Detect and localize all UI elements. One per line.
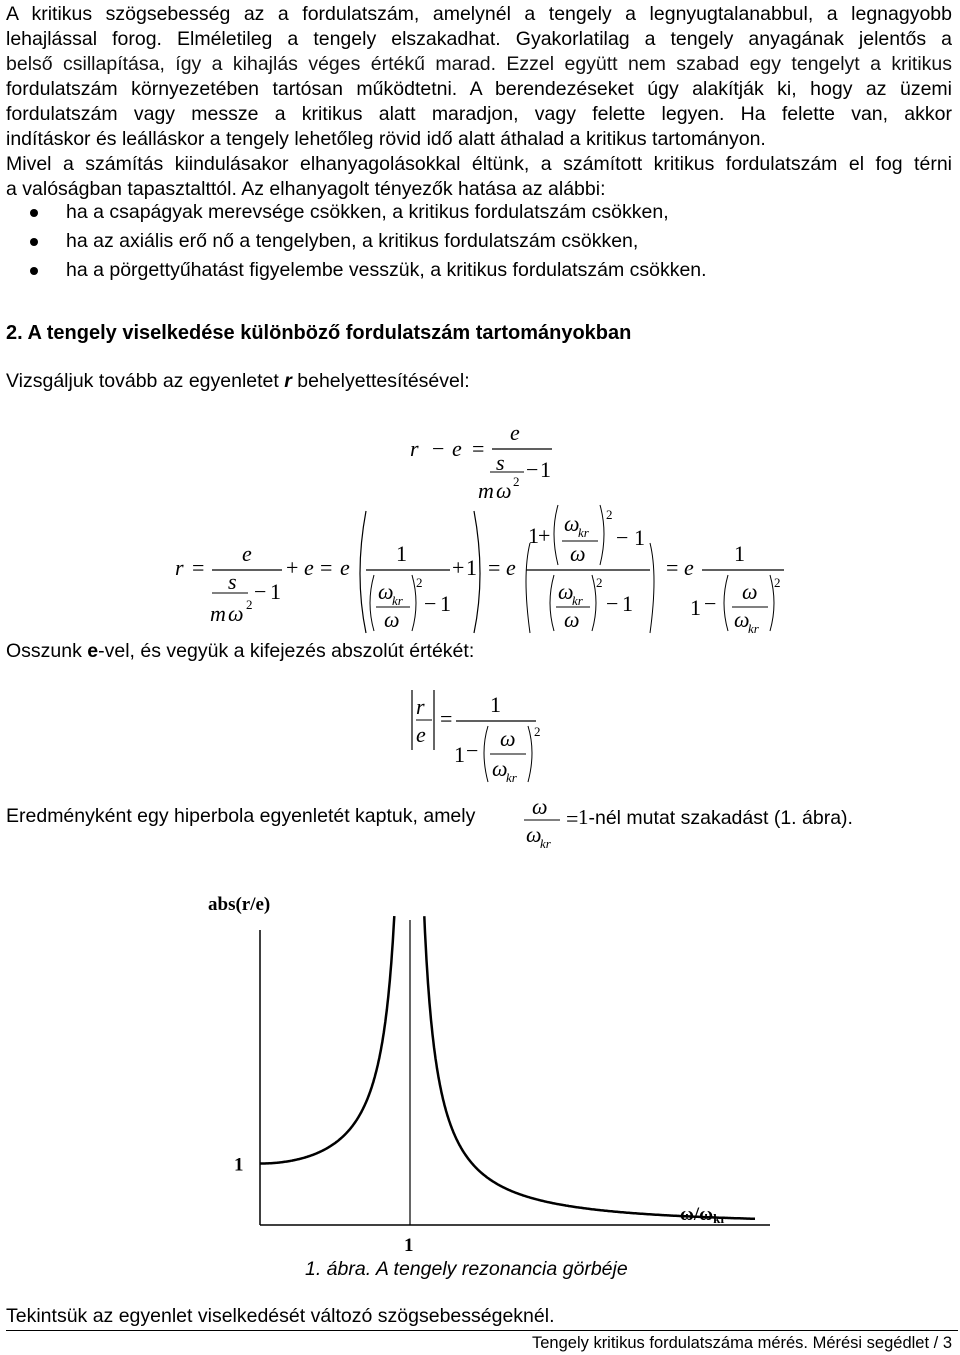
math-e: e (304, 555, 314, 580)
x-axis-label-main: ω/ω (680, 1204, 714, 1225)
math-one: 1 (622, 591, 633, 616)
math-one: 1 (466, 555, 477, 580)
math-omega: ω (734, 607, 750, 632)
y-tick-label: 1 (234, 1154, 244, 1176)
text-line: A kritikus szögsebesség az a fordulatszám, amelynél a tengely a legnyugtalanabbul, a legnagyobb (6, 3, 952, 25)
math-kr: kr (578, 525, 589, 540)
math-r: r (175, 555, 184, 580)
x-tick-label: 1 (404, 1235, 414, 1256)
series-line (260, 916, 394, 1163)
math-minus: − (704, 591, 717, 616)
section-heading: 2. A tengely viselkedése különböző fordulatszám tartományokban (6, 322, 632, 344)
math-eq: = (192, 555, 205, 580)
resonance-chart (180, 880, 780, 1260)
text-line: indításkor és leálláskor a tengely lehetőleg rövid idő alatt áthalad a kritikus tartományon. (6, 128, 766, 150)
math-eq: = (488, 555, 501, 580)
list-item: ha az axiális erő nő a tengelyben, a kritikus fordulatszám csökken, (30, 227, 707, 256)
math-omega: ω (496, 478, 512, 503)
math-minus: − (254, 579, 267, 604)
x-axis-label (680, 1204, 726, 1226)
divide-post: -vel, és vegyük a kifejezés abszolút értékét: (98, 640, 475, 662)
math-s: s (228, 569, 237, 594)
math-minus: − (466, 738, 479, 763)
result-text-pre: Eredményként egy hiperbola egyenletét kaptuk, amely (6, 805, 476, 827)
math-eq: = (666, 555, 679, 580)
math-eq: = (566, 806, 579, 831)
intro-var: r (284, 370, 292, 392)
math-e: e (340, 555, 350, 580)
math-one: 1 (490, 692, 501, 717)
math-one: 1 (634, 525, 645, 550)
math-two: 2 (246, 597, 253, 612)
math-one: 1 (578, 805, 589, 829)
math-e: e (452, 436, 462, 461)
result-post: -nél mutat szakadást (1. ábra). (588, 807, 853, 829)
math-kr: kr (748, 621, 759, 636)
figure-caption: 1. ábra. A tengely rezonancia görbéje (305, 1258, 628, 1280)
math-one: 1 (528, 523, 539, 548)
text-line: lehajlással forog. Elméletileg a tengely elszakadhat. Gyakorlatilag a tengely anyagának jelentős a (6, 28, 952, 50)
equation-1 (400, 420, 560, 510)
text-line: fordulatszám környezetében tartósan működtetni. A berendezéseket úgy alakítják ki, hogy az üzemi (6, 78, 952, 100)
math-e: e (242, 541, 252, 566)
math-omega: ω (564, 511, 580, 536)
math-minus: − (606, 591, 619, 616)
math-one: 1 (690, 595, 701, 620)
math-eq: = (440, 706, 453, 731)
math-omega: ω (378, 579, 394, 604)
math-kr: kr (540, 836, 551, 850)
divide-var: e (87, 640, 99, 662)
math-s: s (496, 450, 505, 475)
math-e: e (416, 722, 426, 747)
math-omega: ω (558, 579, 574, 604)
series-line (424, 916, 755, 1219)
math-two: 2 (416, 575, 423, 590)
intro-pre: Vizsgáljuk tovább az egyenletet (6, 370, 285, 392)
math-one: 1 (454, 742, 465, 767)
paragraph-intro (6, 2, 952, 202)
math-two: 2 (596, 575, 603, 590)
math-minus: − (424, 591, 437, 616)
math-e: e (510, 420, 520, 445)
text-line: a valóságban tapasztalttól. Az elhanyagolt tényezők hatása az alábbi: (6, 178, 606, 200)
intro-post: behelyettesítésével: (291, 370, 470, 392)
bullet-list (30, 198, 707, 285)
math-omega: ω (570, 541, 586, 566)
intro-text (6, 370, 470, 393)
math-r: r (410, 436, 419, 461)
text-line: belső csillapítása, így a kihajlás véges értékű marad. Ezzel együtt nem szabad egy tengelyt a kritikus (6, 53, 952, 75)
math-r: r (416, 694, 425, 719)
math-minus: − (616, 525, 629, 550)
math-omega: ω (384, 607, 400, 632)
math-two: 2 (774, 575, 781, 590)
math-one: 1 (540, 457, 551, 482)
math-two: 2 (606, 507, 613, 522)
math-kr: kr (506, 770, 517, 785)
math-m: m (478, 478, 494, 503)
math-one: 1 (396, 541, 407, 566)
math-one: 1 (270, 579, 281, 604)
math-omega: ω (564, 607, 580, 632)
math-minus: − (526, 457, 539, 482)
math-plus: + (538, 523, 551, 548)
result-text-post (578, 805, 853, 830)
divide-pre: Osszunk (6, 640, 88, 662)
math-kr: kr (392, 593, 403, 608)
list-item: ha a pörgettyűhatást figyelembe vesszük, a kritikus fordulatszám csökken. (30, 256, 707, 285)
page-footer: Tengely kritikus fordulatszáma mérés. Mérési segédlet / 3 (531, 1334, 952, 1352)
footer-rule (6, 1330, 958, 1331)
math-one: 1 (734, 541, 745, 566)
math-eq: = (320, 555, 333, 580)
math-plus: + (286, 555, 299, 580)
math-omega: ω (526, 822, 542, 847)
math-omega: ω (492, 756, 508, 781)
math-omega: ω (532, 794, 548, 819)
y-axis-label: abs(r/e) (208, 894, 271, 915)
math-two: 2 (513, 474, 520, 489)
closing-text: Tekintsük az egyenlet viselkedését változó szögsebességeknél. (6, 1305, 555, 1327)
list-item: ha a csapágyak merevsége csökken, a kritikus fordulatszám csökken, (30, 198, 707, 227)
math-omega: ω (742, 579, 758, 604)
math-e: e (506, 555, 516, 580)
math-one: 1 (440, 591, 451, 616)
x-axis-label-sub: kr (713, 1211, 727, 1226)
math-m: m (210, 601, 226, 626)
math-eq: = (472, 436, 485, 461)
math-two: 2 (534, 724, 541, 739)
math-kr: kr (572, 593, 583, 608)
equation-2 (170, 503, 960, 638)
divide-text (6, 640, 474, 663)
math-e: e (684, 555, 694, 580)
math-omega: ω (500, 726, 516, 751)
equation-3 (400, 688, 560, 788)
math-omega: ω (228, 601, 244, 626)
text-line: Mivel a számítás kiindulásakor elhanyagolásokkal éltünk, a számított kritikus fordulatszám el fog térni (6, 153, 952, 175)
math-plus: + (452, 555, 465, 580)
math-minus: − (432, 436, 445, 461)
text-line: fordulatszám vagy messze a kritikus alatt maradjon, vagy felette legyen. Ha felette van, akkor (6, 103, 952, 125)
